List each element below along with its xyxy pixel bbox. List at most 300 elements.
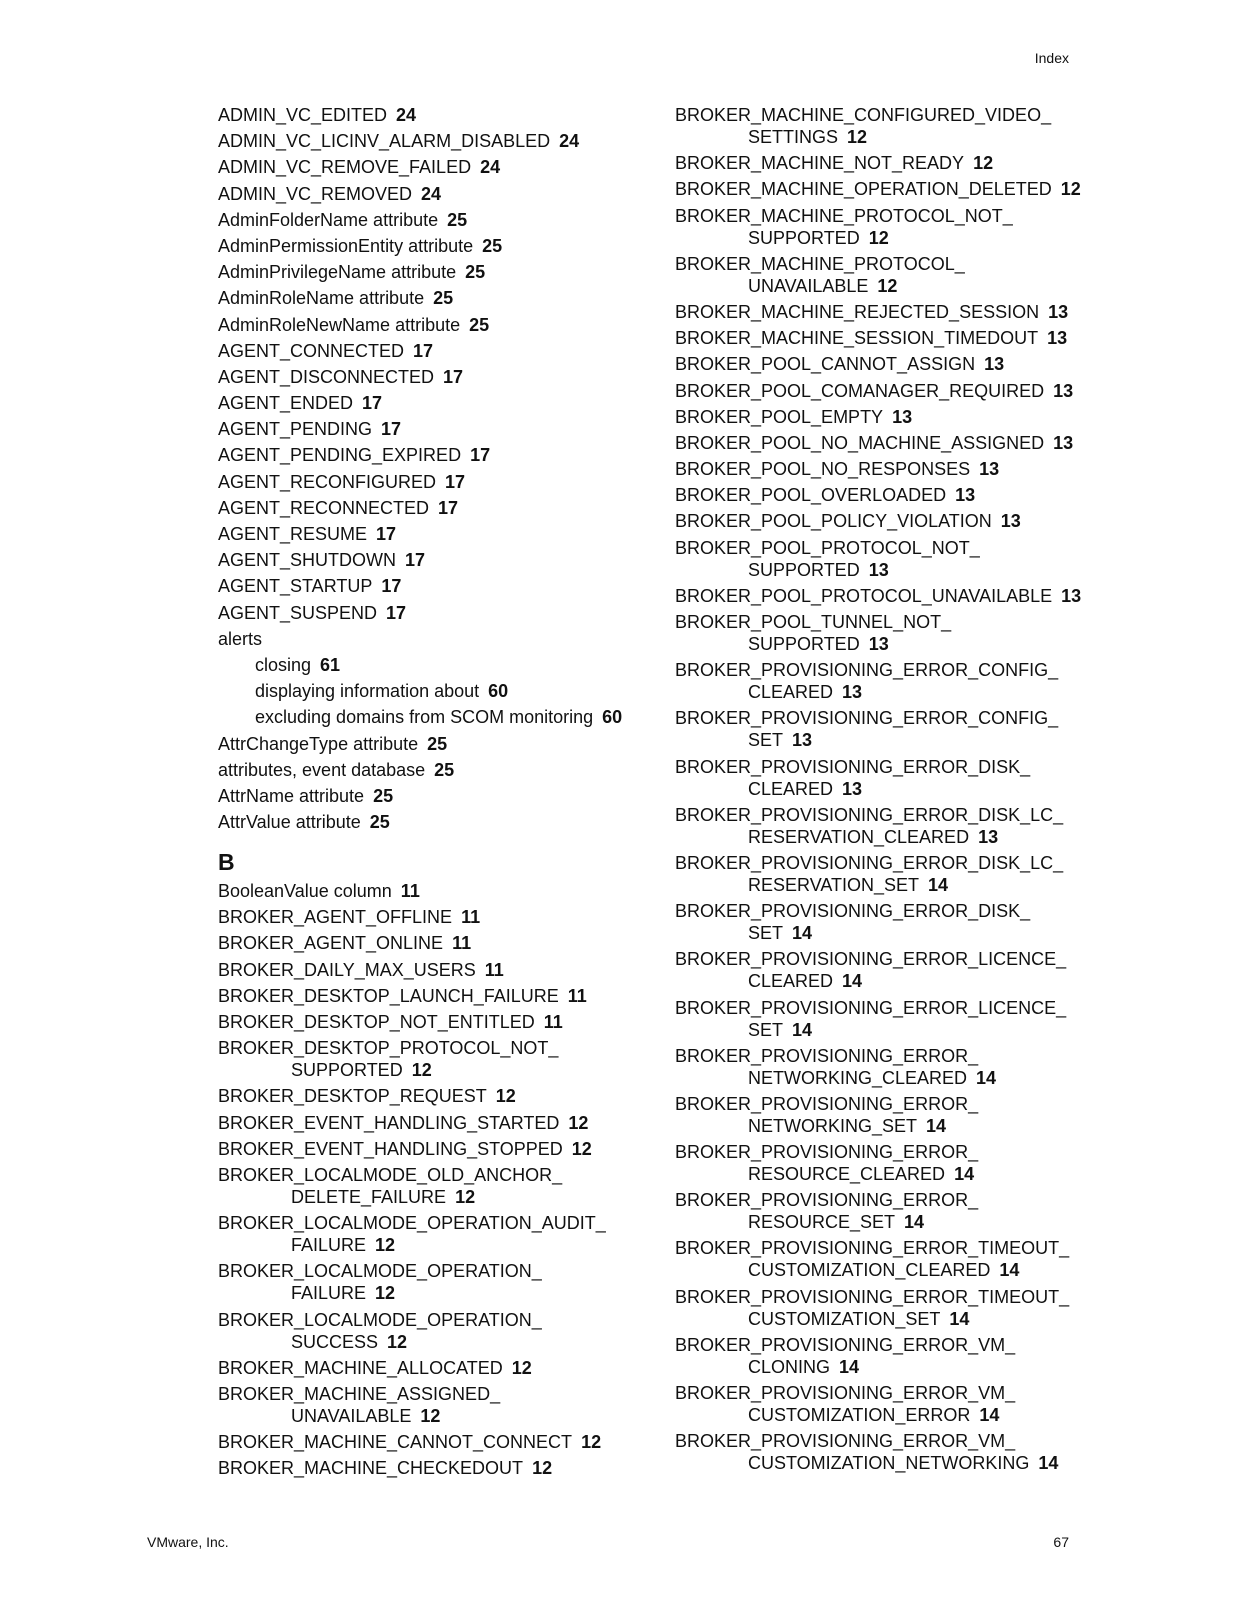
index-column-right <box>675 104 1115 1478</box>
running-header: Index <box>1034 50 1069 66</box>
page-reference[interactable]: 13 <box>842 778 863 799</box>
index-entry <box>218 1011 648 1033</box>
entry-term: BROKER_DAILY_MAX_USERS <box>218 959 476 980</box>
page-reference[interactable]: 12 <box>973 153 994 174</box>
entry-term: BROKER_DESKTOP_REQUEST <box>218 1086 487 1107</box>
page-reference[interactable]: 11 <box>567 985 587 1006</box>
index-entry <box>218 183 648 205</box>
entry-term: AGENT_RECONFIGURED <box>218 471 437 492</box>
entry-term: BROKER_PROVISIONING_ERROR_ <box>675 1093 979 1114</box>
index-entry <box>675 327 1115 349</box>
entry-term-continuation <box>675 1115 1115 1137</box>
page-reference[interactable]: 12 <box>581 1432 602 1453</box>
entry-term: BROKER_PROVISIONING_ERROR_TIMEOUT_ <box>675 1286 1070 1307</box>
entry-term: AGENT_RECONNECTED <box>218 497 430 518</box>
page-reference[interactable]: 14 <box>792 1019 813 1040</box>
entry-term: AGENT_ENDED <box>218 393 354 414</box>
index-entry <box>218 932 648 954</box>
page-reference[interactable]: 25 <box>482 235 503 256</box>
index-entry <box>218 575 648 597</box>
index-entry <box>675 756 1115 800</box>
page-reference[interactable]: 60 <box>602 707 623 728</box>
entry-term: BROKER_LOCALMODE_OLD_ANCHOR_ <box>218 1164 563 1185</box>
index-column-left <box>218 104 648 1483</box>
entry-term-continuation <box>675 1308 1115 1330</box>
entry-term: BROKER_DESKTOP_LAUNCH_FAILURE <box>218 985 559 1006</box>
entry-term-cont-text: SUPPORTED <box>291 1060 403 1081</box>
index-entry <box>218 340 648 362</box>
entry-term: BROKER_PROVISIONING_ERROR_ <box>675 1142 979 1163</box>
index-entry <box>675 152 1115 174</box>
page-reference[interactable]: 17 <box>376 524 397 544</box>
entry-term-continuation <box>675 227 1115 249</box>
entry-term-cont-text: FAILURE <box>291 1283 367 1304</box>
entry-term: BROKER_MACHINE_NOT_READY <box>675 153 965 174</box>
entry-term-continuation <box>218 1282 648 1304</box>
index-entry <box>675 380 1115 402</box>
page-reference[interactable]: 12 <box>411 1060 432 1081</box>
entry-term: BROKER_POOL_PROTOCOL_UNAVAILABLE <box>675 585 1053 606</box>
page-reference[interactable]: 17 <box>438 497 459 518</box>
index-entry <box>218 104 648 126</box>
entry-term: BROKER_DESKTOP_PROTOCOL_NOT_ <box>218 1038 559 1059</box>
page-reference[interactable]: 13 <box>1061 585 1082 606</box>
entry-term: BROKER_POOL_PROTOCOL_NOT_ <box>675 537 980 558</box>
page-reference[interactable]: 12 <box>495 1086 516 1107</box>
entry-term: BROKER_PROVISIONING_ERROR_VM_ <box>675 1334 1016 1355</box>
page-reference[interactable]: 14 <box>954 1164 975 1185</box>
index-entry <box>218 1431 648 1453</box>
entry-term: AGENT_PENDING_EXPIRED <box>218 445 462 466</box>
index-entry <box>218 497 648 519</box>
index-entry <box>675 1286 1115 1330</box>
entry-term-cont-text: CLEARED <box>748 778 834 799</box>
page-reference[interactable]: 17 <box>470 445 491 466</box>
page-reference[interactable]: 13 <box>868 634 889 654</box>
page-reference[interactable]: 11 <box>452 933 472 954</box>
entry-term: BROKER_PROVISIONING_ERROR_DISK_LC_ <box>675 804 1064 825</box>
index-entry <box>675 1045 1115 1089</box>
page-reference[interactable]: 14 <box>926 1115 947 1136</box>
index-entry <box>218 523 648 545</box>
index-entry <box>218 1457 648 1479</box>
index-entry <box>218 733 648 755</box>
index-entry <box>218 1212 648 1256</box>
entry-term: AGENT_DISCONNECTED <box>218 366 435 387</box>
index-entry <box>675 1334 1115 1378</box>
page-reference[interactable]: 12 <box>455 1186 476 1207</box>
entry-term: AdminFolderName attribute <box>218 209 439 230</box>
entry-term: AGENT_CONNECTED <box>218 340 405 361</box>
index-entry <box>218 1138 648 1160</box>
page-reference[interactable]: 14 <box>979 1405 1000 1425</box>
entry-term: AGENT_PENDING <box>218 419 373 440</box>
entry-term-cont-text: RESOURCE_CLEARED <box>748 1164 946 1185</box>
entry-term: BROKER_PROVISIONING_ERROR_TIMEOUT_ <box>675 1238 1070 1259</box>
index-entry <box>675 205 1115 249</box>
index-entry <box>675 900 1115 944</box>
index-entry <box>675 659 1115 703</box>
entry-term-cont-text: SETTINGS <box>748 127 839 147</box>
page-reference[interactable]: 14 <box>792 923 813 944</box>
index-subentry <box>218 654 648 676</box>
index-entry <box>218 418 648 440</box>
letter-heading-b: B <box>218 849 235 876</box>
page-reference[interactable]: 17 <box>405 550 426 571</box>
entry-term-cont-text: NETWORKING_SET <box>748 1115 918 1136</box>
entry-term: BROKER_PROVISIONING_ERROR_DISK_LC_ <box>675 852 1064 873</box>
entry-term-cont-text: UNAVAILABLE <box>748 275 869 296</box>
entry-term: BROKER_POOL_NO_RESPONSES <box>675 459 971 480</box>
page-reference[interactable]: 13 <box>955 485 976 506</box>
page-reference[interactable]: 24 <box>559 131 580 152</box>
page-reference[interactable]: 14 <box>999 1260 1020 1281</box>
page-reference[interactable]: 25 <box>434 759 455 780</box>
entry-term-continuation <box>675 126 1115 148</box>
index-subentry <box>218 706 648 728</box>
entry-term-cont-text: SET <box>748 923 784 944</box>
index-entries-b-continued <box>675 104 1115 1474</box>
page-reference[interactable]: 13 <box>792 730 813 751</box>
index-entry <box>218 880 648 902</box>
index-entry <box>218 156 648 178</box>
entry-term: AGENT_SHUTDOWN <box>218 550 397 571</box>
page-reference[interactable]: 12 <box>375 1235 396 1256</box>
entry-term: AdminPrivilegeName attribute <box>218 262 457 283</box>
entry-term: BooleanValue column <box>218 881 392 902</box>
index-entries-b <box>218 880 648 1479</box>
entry-term: excluding domains from SCOM monitoring <box>255 707 594 728</box>
index-entry <box>675 458 1115 480</box>
entry-term: BROKER_POOL_COMANAGER_REQUIRED <box>675 380 1045 401</box>
entry-term-continuation <box>218 1234 648 1256</box>
entry-term-cont-text: SUPPORTED <box>748 634 860 654</box>
page-reference[interactable]: 14 <box>839 1356 860 1377</box>
index-entry <box>218 1085 648 1107</box>
index-subentry <box>218 680 648 702</box>
page-reference[interactable]: 17 <box>413 340 434 361</box>
footer-company: VMware, Inc. <box>147 1534 229 1550</box>
entry-term-continuation <box>675 922 1115 944</box>
entry-term: AGENT_STARTUP <box>218 576 373 597</box>
entry-term: BROKER_PROVISIONING_ERROR_LICENCE_ <box>675 949 1067 970</box>
index-entries-a <box>218 104 648 833</box>
index-entry <box>675 104 1115 148</box>
entry-term: BROKER_EVENT_HANDLING_STOPPED <box>218 1138 563 1159</box>
entry-term: ADMIN_VC_REMOVE_FAILED <box>218 157 472 178</box>
entry-term: BROKER_PROVISIONING_ERROR_ <box>675 1190 979 1211</box>
page-reference[interactable]: 61 <box>320 654 341 675</box>
index-entry <box>218 235 648 257</box>
entry-term: attributes, event database <box>218 759 426 780</box>
index-entry <box>675 406 1115 428</box>
page-reference[interactable]: 12 <box>877 275 898 296</box>
entry-term-cont-text: CUSTOMIZATION_SET <box>748 1308 941 1329</box>
index-entry <box>675 1430 1115 1474</box>
page-reference[interactable]: 13 <box>984 354 1005 375</box>
index-entry <box>675 301 1115 323</box>
entry-term-continuation <box>675 559 1115 581</box>
entry-term: BROKER_POOL_NO_MACHINE_ASSIGNED <box>675 432 1045 453</box>
index-entry <box>218 811 648 833</box>
index-entry <box>218 1309 648 1353</box>
index-entry <box>675 353 1115 375</box>
entry-term: BROKER_PROVISIONING_ERROR_CONFIG_ <box>675 708 1059 729</box>
entry-term: AGENT_SUSPEND <box>218 602 378 623</box>
index-entry <box>218 1260 648 1304</box>
page-reference[interactable]: 17 <box>381 419 402 440</box>
entry-term: AdminPermissionEntity attribute <box>218 235 474 256</box>
entry-term: BROKER_MACHINE_ALLOCATED <box>218 1357 503 1378</box>
page-reference[interactable]: 11 <box>461 907 481 928</box>
entry-term: BROKER_LOCALMODE_OPERATION_ <box>218 1261 542 1282</box>
index-entry <box>218 209 648 231</box>
entry-term-continuation <box>675 1452 1115 1474</box>
page-reference[interactable]: 12 <box>387 1331 408 1352</box>
entry-term: BROKER_EVENT_HANDLING_STARTED <box>218 1112 560 1133</box>
entry-term-cont-text: SUCCESS <box>291 1331 379 1352</box>
entry-term-continuation <box>218 1186 648 1208</box>
entry-term: alerts <box>218 628 263 649</box>
index-entry <box>218 261 648 283</box>
index-entry <box>675 1382 1115 1426</box>
page-reference[interactable]: 25 <box>427 733 448 754</box>
page-reference[interactable]: 13 <box>1047 328 1068 349</box>
page-reference[interactable]: 12 <box>868 227 889 248</box>
page-reference[interactable]: 25 <box>369 812 390 833</box>
entry-term-cont-text: FAILURE <box>291 1235 367 1256</box>
entry-term: BROKER_MACHINE_OPERATION_DELETED <box>675 179 1052 200</box>
entry-term: AttrName attribute <box>218 785 365 806</box>
entry-term: BROKER_LOCALMODE_OPERATION_ <box>218 1309 542 1330</box>
page-reference[interactable]: 11 <box>484 959 504 980</box>
entry-term: ADMIN_VC_LICINV_ALARM_DISABLED <box>218 131 551 152</box>
page-reference[interactable]: 14 <box>904 1212 925 1233</box>
index-entry <box>675 707 1115 751</box>
page-reference[interactable]: 25 <box>465 262 486 283</box>
page-reference[interactable]: 13 <box>1048 301 1069 322</box>
index-entry <box>675 997 1115 1041</box>
page-reference[interactable]: 14 <box>1038 1453 1059 1474</box>
index-entry <box>218 287 648 309</box>
index-entry <box>218 628 648 650</box>
index-entry <box>218 392 648 414</box>
index-entry <box>675 1237 1115 1281</box>
entry-term-cont-text: CLEARED <box>748 971 834 992</box>
page-reference[interactable]: 13 <box>1053 380 1074 401</box>
entry-term: closing <box>255 654 312 675</box>
page-reference[interactable]: 25 <box>447 209 468 230</box>
page-reference[interactable]: 12 <box>568 1112 589 1133</box>
entry-term: AdminRoleName attribute <box>218 288 425 309</box>
entry-term-continuation <box>675 970 1115 992</box>
index-entry <box>675 537 1115 581</box>
entry-term: BROKER_POOL_CANNOT_ASSIGN <box>675 354 976 375</box>
page-reference[interactable]: 25 <box>433 288 454 309</box>
page-reference[interactable]: 17 <box>381 576 402 597</box>
index-entry <box>675 432 1115 454</box>
entry-term-continuation <box>675 1067 1115 1089</box>
entry-term-cont-text: SUPPORTED <box>748 227 860 248</box>
entry-term-cont-text: SET <box>748 1019 784 1040</box>
page-reference[interactable]: 24 <box>396 105 417 125</box>
index-entry <box>675 852 1115 896</box>
page-reference[interactable]: 13 <box>892 406 913 427</box>
page-reference[interactable]: 13 <box>979 459 1000 480</box>
page-reference[interactable]: 14 <box>928 874 949 895</box>
page-reference[interactable]: 24 <box>480 157 501 178</box>
entry-term-cont-text: CUSTOMIZATION_ERROR <box>748 1405 971 1425</box>
index-entry <box>218 366 648 388</box>
entry-term-continuation <box>675 874 1115 896</box>
entry-term-continuation <box>675 1404 1115 1426</box>
entry-term-cont-text: CLONING <box>748 1356 831 1377</box>
page-reference[interactable]: 12 <box>1060 179 1081 200</box>
entry-term-continuation <box>218 1331 648 1353</box>
entry-term-continuation <box>218 1059 648 1081</box>
entry-term: BROKER_MACHINE_SESSION_TIMEDOUT <box>675 328 1039 349</box>
entry-term: BROKER_MACHINE_CHECKEDOUT <box>218 1458 524 1479</box>
index-entry <box>218 602 648 624</box>
entry-term: AttrValue attribute <box>218 812 361 833</box>
page-reference[interactable]: 12 <box>532 1458 553 1479</box>
page-reference[interactable]: 24 <box>421 183 442 204</box>
index-entry <box>675 253 1115 297</box>
entry-term-continuation <box>675 1259 1115 1281</box>
entry-term-continuation <box>675 681 1115 703</box>
page-reference[interactable]: 11 <box>400 881 420 902</box>
index-entry <box>218 130 648 152</box>
page-reference[interactable]: 14 <box>842 971 863 992</box>
page-reference[interactable]: 14 <box>976 1067 997 1088</box>
index-entry <box>218 1112 648 1134</box>
entry-term-continuation <box>675 1356 1115 1378</box>
page-reference[interactable]: 12 <box>375 1283 396 1304</box>
entry-term: ADMIN_VC_EDITED <box>218 105 388 125</box>
entry-term: BROKER_PROVISIONING_ERROR_DISK_ <box>675 901 1031 922</box>
page-reference[interactable]: 14 <box>949 1308 970 1329</box>
entry-term-cont-text: RESERVATION_CLEARED <box>748 826 970 847</box>
entry-term-cont-text: CUSTOMIZATION_NETWORKING <box>748 1453 1030 1474</box>
entry-term-continuation <box>675 729 1115 751</box>
index-entry <box>675 611 1115 655</box>
entry-term: BROKER_MACHINE_CANNOT_CONNECT <box>218 1432 573 1453</box>
entry-term-cont-text: RESOURCE_SET <box>748 1212 896 1233</box>
page-reference[interactable]: 12 <box>420 1405 441 1426</box>
page-reference[interactable]: 11 <box>543 1012 563 1032</box>
entry-term-continuation <box>218 1405 648 1427</box>
entry-term: BROKER_PROVISIONING_ERROR_VM_ <box>675 1383 1016 1403</box>
entry-term: BROKER_PROVISIONING_ERROR_LICENCE_ <box>675 997 1067 1018</box>
index-entry <box>218 906 648 928</box>
entry-term: ADMIN_VC_REMOVED <box>218 183 413 204</box>
entry-term: BROKER_POOL_TUNNEL_NOT_ <box>675 612 952 632</box>
entry-term-cont-text: SET <box>748 730 784 751</box>
index-entry <box>218 759 648 781</box>
page-reference[interactable]: 12 <box>847 127 868 147</box>
index-entry <box>218 959 648 981</box>
index-entry <box>218 1164 648 1208</box>
entry-term: AttrChangeType attribute <box>218 733 419 754</box>
entry-term-cont-text: NETWORKING_CLEARED <box>748 1067 968 1088</box>
entry-term-continuation <box>675 778 1115 800</box>
page-reference[interactable]: 17 <box>445 471 466 492</box>
index-entry <box>218 314 648 336</box>
entry-term-cont-text: CUSTOMIZATION_CLEARED <box>748 1260 991 1281</box>
entry-term: BROKER_POOL_OVERLOADED <box>675 485 947 506</box>
index-entry <box>218 785 648 807</box>
entry-term: AGENT_RESUME <box>218 524 368 544</box>
page-reference[interactable]: 13 <box>1053 432 1074 453</box>
entry-term: BROKER_POOL_POLICY_VIOLATION <box>675 511 992 532</box>
index-entry <box>218 444 648 466</box>
index-entry <box>218 1357 648 1379</box>
entry-term-continuation <box>675 1211 1115 1233</box>
page-reference[interactable]: 12 <box>511 1357 532 1378</box>
entry-term-continuation <box>675 1163 1115 1185</box>
entry-term: displaying information about <box>255 681 480 702</box>
entry-term: BROKER_AGENT_ONLINE <box>218 933 444 954</box>
entry-term-continuation <box>675 633 1115 655</box>
entry-term: BROKER_POOL_EMPTY <box>675 406 884 427</box>
entry-term: BROKER_PROVISIONING_ERROR_CONFIG_ <box>675 660 1059 681</box>
entry-term: BROKER_MACHINE_PROTOCOL_NOT_ <box>675 205 1013 226</box>
entry-term-continuation <box>675 275 1115 297</box>
entry-term: BROKER_PROVISIONING_ERROR_ <box>675 1045 979 1066</box>
index-entry <box>675 510 1115 532</box>
entry-term-cont-text: CLEARED <box>748 682 834 703</box>
index-entry <box>218 985 648 1007</box>
index-entry <box>675 178 1115 200</box>
page-reference[interactable]: 13 <box>978 826 999 847</box>
page-reference[interactable]: 13 <box>868 559 889 580</box>
index-entry <box>675 1141 1115 1185</box>
index-entry <box>675 804 1115 848</box>
entry-term: BROKER_DESKTOP_NOT_ENTITLED <box>218 1012 535 1032</box>
entry-term: AdminRoleNewName attribute <box>218 314 461 335</box>
page-reference[interactable]: 60 <box>488 681 509 702</box>
page-reference[interactable]: 13 <box>842 682 863 703</box>
page-reference[interactable]: 13 <box>1000 511 1021 532</box>
entry-term: BROKER_MACHINE_CONFIGURED_VIDEO_ <box>675 105 1052 125</box>
entry-term: BROKER_PROVISIONING_ERROR_DISK_ <box>675 756 1031 777</box>
index-entry <box>675 585 1115 607</box>
page-reference[interactable]: 17 <box>362 393 383 414</box>
index-entry <box>675 1093 1115 1137</box>
index-entry <box>675 484 1115 506</box>
entry-term: BROKER_LOCALMODE_OPERATION_AUDIT_ <box>218 1213 606 1234</box>
index-entry <box>675 1189 1115 1233</box>
entry-term: BROKER_AGENT_OFFLINE <box>218 907 453 928</box>
page-reference[interactable]: 25 <box>373 785 394 806</box>
entry-term: BROKER_MACHINE_ASSIGNED_ <box>218 1383 501 1404</box>
footer-page-number: 67 <box>1053 1534 1069 1550</box>
entry-term-cont-text: SUPPORTED <box>748 559 860 580</box>
entry-term-continuation <box>675 1019 1115 1041</box>
entry-term: BROKER_PROVISIONING_ERROR_VM_ <box>675 1431 1016 1452</box>
entry-term: BROKER_MACHINE_PROTOCOL_ <box>675 253 965 274</box>
index-entry <box>218 471 648 493</box>
index-entry <box>218 1383 648 1427</box>
page-reference[interactable]: 17 <box>443 366 464 387</box>
entry-term-cont-text: UNAVAILABLE <box>291 1405 412 1426</box>
page-reference[interactable]: 12 <box>571 1138 592 1159</box>
page-reference[interactable]: 25 <box>469 314 490 335</box>
page-reference[interactable]: 17 <box>386 602 407 623</box>
entry-term-continuation <box>675 826 1115 848</box>
index-entry <box>218 1037 648 1081</box>
entry-term-cont-text: DELETE_FAILURE <box>291 1186 447 1207</box>
